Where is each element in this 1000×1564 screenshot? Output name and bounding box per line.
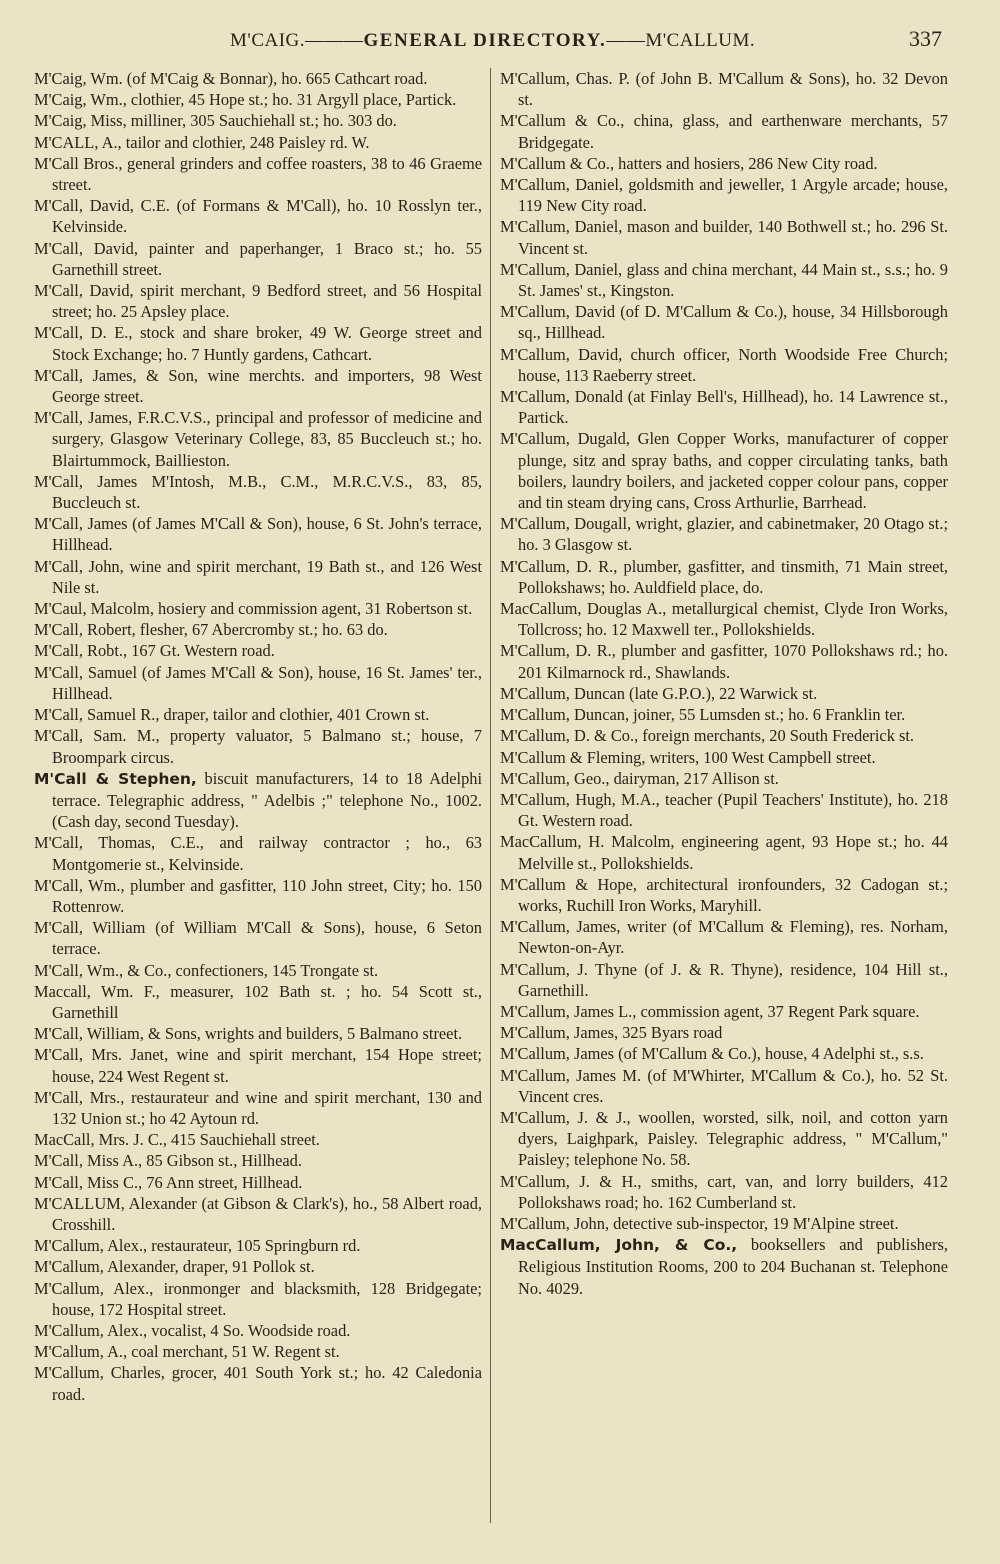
entry-text: M'Callum, James (of M'Callum & Co.), house, 4 Adelphi st., s.s. bbox=[500, 1044, 924, 1064]
directory-entry bbox=[34, 153, 482, 195]
directory-entry bbox=[34, 280, 482, 322]
entry-text: M'Call, Miss C., 76 Ann street, Hillhead. bbox=[34, 1172, 303, 1192]
entry-text: MacCallum, Douglas A., metallurgical chemist, Clyde Iron Works, Tollcross; ho. 12 Maxwell ter., Pollokshields. bbox=[500, 599, 948, 640]
directory-entry bbox=[500, 1001, 948, 1022]
entry-text: M'Callum, Duncan (late G.P.O.), 22 Warwick st. bbox=[500, 683, 818, 703]
running-head-dash: —— bbox=[606, 30, 646, 51]
entry-text: M'Callum, J. & H., smiths, cart, van, and lorry builders, 412 Pollokshaws road; ho. 162 Cumberland st. bbox=[500, 1171, 948, 1212]
entry-text: M'Call, David, C.E. (of Formans & M'Call), ho. 10 Rosslyn ter., Kelvinside. bbox=[34, 196, 482, 237]
page-header bbox=[0, 26, 1000, 54]
entry-text: M'Call, David, spirit merchant, 9 Bedford street, and 56 Hospital street; ho. 25 Apsley place. bbox=[34, 281, 482, 322]
directory-entry bbox=[500, 301, 948, 343]
page-number: 337 bbox=[909, 26, 942, 51]
entry-text: M'Callum, David (of D. M'Callum & Co.), house, 34 Hillsborough sq., Hillhead. bbox=[500, 302, 948, 343]
entry-text: M'Callum, Alex., ironmonger and blacksmith, 128 Bridgegate; house, 172 Hospital street. bbox=[34, 1278, 482, 1319]
directory-entry bbox=[34, 704, 482, 725]
directory-entry bbox=[500, 1171, 948, 1213]
entry-text: M'Callum & Co., hatters and hosiers, 286 New City road. bbox=[500, 153, 878, 173]
entry-text: M'Callum, Alex., restaurateur, 105 Springburn rd. bbox=[34, 1236, 361, 1256]
directory-entry bbox=[500, 747, 948, 768]
directory-entry bbox=[500, 725, 948, 746]
running-head-dash: ——— bbox=[305, 30, 364, 51]
entry-text: M'Call, Wm., & Co., confectioners, 145 Trongate st. bbox=[34, 960, 379, 980]
entry-text: M'Callum, J. Thyne (of J. & R. Thyne), residence, 104 Hill st., Garnethill. bbox=[500, 959, 948, 1000]
entry-text: M'Callum, Duncan, joiner, 55 Lumsden st.; ho. 6 Franklin ter. bbox=[500, 705, 906, 725]
directory-entry bbox=[34, 1362, 482, 1404]
entry-text: M'Callum, Dugald, Glen Copper Works, manufacturer of copper plunge, sitz and spray baths, and copper circulating tanks, bath boilers, laundry boilers, and jacketed copper colour pans, copper and tin steam drying cans, Cross Arthurlie, Barrhead. bbox=[500, 429, 948, 513]
running-head bbox=[230, 30, 755, 52]
left-column bbox=[34, 68, 482, 1405]
directory-entry bbox=[500, 68, 948, 110]
directory-entry bbox=[34, 407, 482, 471]
directory-entry bbox=[34, 89, 482, 110]
directory-entry bbox=[34, 1320, 482, 1341]
entry-text: M'Call, David, painter and paperhanger, 1 Braco st.; ho. 55 Garnethill street. bbox=[34, 238, 482, 279]
entry-text: M'Callum, Chas. P. (of John B. M'Callum & Sons), ho. 32 Devon st. bbox=[500, 69, 948, 110]
running-head-right: M'CALLUM. bbox=[645, 30, 756, 51]
directory-entry bbox=[34, 110, 482, 131]
entry-text: M'Callum, A., coal merchant, 51 W. Regent st. bbox=[34, 1342, 340, 1362]
entry-text: M'Call, D. E., stock and share broker, 49 W. George street and Stock Exchange; ho. 7 Huntly gardens, Cathcart. bbox=[34, 323, 482, 364]
directory-entry bbox=[34, 1235, 482, 1256]
directory-entry bbox=[500, 259, 948, 301]
entry-text: M'Callum, Daniel, glass and china merchant, 44 Main st., s.s.; ho. 9 St. James' st., Kingston. bbox=[500, 259, 948, 301]
directory-entry bbox=[34, 725, 482, 767]
entry-text: M'Callum & Co., china, glass, and earthenware merchants, 57 Bridgegate. bbox=[500, 111, 948, 152]
directory-entry bbox=[500, 1213, 948, 1234]
directory-entry bbox=[500, 386, 948, 428]
entry-text: M'Call, James M'Intosh, M.B., C.M., M.R.C.V.S., 83, 85, Buccleuch st. bbox=[34, 471, 482, 513]
entry-text: Maccall, Wm. F., measurer, 102 Bath st. ; ho. 54 Scott st., Garnethill bbox=[34, 981, 482, 1022]
directory-entry bbox=[34, 1341, 482, 1362]
entry-text: M'Callum & Hope, architectural ironfounders, 32 Cadogan st.; works, Ruchill Iron Works, Maryhill. bbox=[500, 874, 948, 915]
entry-text: M'Callum & Fleming, writers, 100 West Campbell street. bbox=[500, 747, 876, 767]
entry-text: M'Call, Robt., 167 Gt. Western road. bbox=[34, 641, 275, 661]
entry-text: M'Callum, James M. (of M'Whirter, M'Callum & Co.), ho. 52 St. Vincent cres. bbox=[500, 1065, 948, 1106]
entry-text: M'Caig, Wm. (of M'Caig & Bonnar), ho. 665 Cathcart road. bbox=[34, 69, 428, 88]
entry-text: M'Callum, D. R., plumber and gasfitter, 1070 Pollokshaws rd.; ho. 201 Kilmarnock rd., Shawlands. bbox=[500, 641, 948, 682]
directory-entry bbox=[500, 789, 948, 831]
directory-entry bbox=[34, 1087, 482, 1129]
directory-entry bbox=[34, 1172, 482, 1193]
directory-entry bbox=[34, 640, 482, 661]
entry-text: M'Callum, J. & J., woollen, worsted, silk, noil, and cotton yarn dyers, Laighpark, Paisley. Telegraphic address, " M'Callum," Paisley; telephone No. 58. bbox=[500, 1107, 948, 1170]
directory-entry bbox=[500, 174, 948, 216]
column-divider bbox=[490, 68, 491, 1523]
right-column bbox=[500, 68, 948, 1299]
directory-entry bbox=[500, 916, 948, 958]
directory-entry bbox=[34, 68, 482, 89]
entry-text: M'CALL, A., tailor and clothier, 248 Paisley rd. W. bbox=[34, 132, 370, 152]
running-head-title: GENERAL DIRECTORY. bbox=[363, 30, 607, 51]
directory-entry bbox=[34, 981, 482, 1023]
entry-text: M'Callum, Charles, grocer, 401 South York st.; ho. 42 Caledonia road. bbox=[34, 1363, 482, 1404]
directory-entry bbox=[500, 1065, 948, 1107]
entry-text: M'Callum, James, writer (of M'Callum & Fleming), res. Norham, Newton-on-Ayr. bbox=[500, 917, 948, 958]
entry-text: M'Callum, Alexander, draper, 91 Pollok st. bbox=[34, 1257, 315, 1277]
entry-text: M'Call, William, & Sons, wrights and builders, 5 Balmano street. bbox=[34, 1024, 463, 1044]
directory-entry bbox=[34, 1044, 482, 1086]
entry-text: M'Call, James, F.R.C.V.S., principal and professor of medicine and surgery, Glasgow Veterinary College, 83, 85 Buccleuch st.; ho. Blairtummock, Baillieston. bbox=[34, 408, 482, 470]
entry-text: M'Callum, Daniel, goldsmith and jeweller, 1 Argyle arcade; house, 119 New City road. bbox=[500, 175, 948, 216]
entry-text: M'Caig, Wm., clothier, 45 Hope st.; ho. 31 Argyll place, Partick. bbox=[34, 90, 457, 110]
entry-text: M'Callum, John, detective sub-inspector, 19 M'Alpine street. bbox=[500, 1213, 899, 1233]
entry-bold-name: MacCallum, John, & Co., bbox=[500, 1236, 738, 1255]
directory-entry bbox=[500, 768, 948, 789]
entry-text: M'Callum, Geo., dairyman, 217 Allison st. bbox=[500, 768, 779, 788]
directory-entry bbox=[34, 513, 482, 555]
directory-entry bbox=[34, 471, 482, 513]
directory-entry bbox=[500, 1107, 948, 1171]
directory-entry bbox=[500, 874, 948, 916]
directory-entry bbox=[500, 344, 948, 386]
directory-entry bbox=[34, 1193, 482, 1235]
entry-text: M'Callum, D. & Co., foreign merchants, 20 South Frederick st. bbox=[500, 726, 915, 746]
entry-text: M'Call, Wm., plumber and gasfitter, 110 John street, City; ho. 150 Rottenrow. bbox=[34, 875, 482, 916]
entry-text: M'Call, Miss A., 85 Gibson st., Hillhead. bbox=[34, 1151, 302, 1171]
directory-entry bbox=[34, 132, 482, 153]
entry-text: M'Call, William (of William M'Call & Sons), house, 6 Seton terrace. bbox=[34, 918, 482, 959]
directory-entry bbox=[34, 1278, 482, 1320]
entry-text: M'Call Bros., general grinders and coffee roasters, 38 to 46 Graeme street. bbox=[34, 153, 482, 195]
directory-entry bbox=[34, 322, 482, 364]
entry-bold-name: M'Call & Stephen, bbox=[34, 769, 197, 788]
entry-text: M'Caig, Miss, milliner, 305 Sauchiehall st.; ho. 303 do. bbox=[34, 111, 397, 131]
entry-text: M'Call, Samuel R., draper, tailor and clothier, 401 Crown st. bbox=[34, 705, 430, 725]
directory-entry bbox=[500, 556, 948, 598]
entry-text: M'Callum, Dougall, wright, glazier, and cabinetmaker, 20 Otago st.; ho. 3 Glasgow st. bbox=[500, 514, 948, 555]
entry-text: M'Call, James, & Son, wine merchts. and importers, 98 West George street. bbox=[34, 365, 482, 407]
directory-entry bbox=[34, 832, 482, 874]
entry-text: M'Callum, David, church officer, North Woodside Free Church; house, 113 Raeberry street. bbox=[500, 344, 948, 385]
directory-entry bbox=[500, 1043, 948, 1064]
directory-entry bbox=[34, 365, 482, 407]
entry-text: M'Callum, James, 325 Byars road bbox=[500, 1023, 723, 1043]
entry-text: M'Call, Samuel (of James M'Call & Son), house, 16 St. James' ter., Hillhead. bbox=[34, 662, 482, 703]
directory-entry bbox=[500, 959, 948, 1001]
directory-entry bbox=[500, 428, 948, 513]
directory-entry bbox=[34, 619, 482, 640]
directory-entry bbox=[500, 831, 948, 873]
directory-entry bbox=[34, 556, 482, 598]
entry-text: M'Call, James (of James M'Call & Son), house, 6 St. John's terrace, Hillhead. bbox=[34, 514, 482, 555]
directory-entry bbox=[34, 1150, 482, 1171]
directory-entry bbox=[500, 1022, 948, 1043]
directory-entry bbox=[34, 1023, 482, 1044]
directory-entry bbox=[34, 768, 482, 833]
entry-text: M'Callum, James L., commission agent, 37 Regent Park square. bbox=[500, 1001, 920, 1021]
directory-entry bbox=[500, 216, 948, 258]
entry-text: M'Callum, Donald (at Finlay Bell's, Hillhead), ho. 14 Lawrence st., Partick. bbox=[500, 387, 948, 428]
entry-text: MacCall, Mrs. J. C., 415 Sauchiehall street. bbox=[34, 1130, 320, 1150]
entry-text: biscuit manufacturers, 14 to 18 Adelphi terrace. Telegraphic address, " Adelbis ;" telephone No., 1002. (Cash day, second Tuesday). bbox=[52, 768, 483, 832]
directory-entry bbox=[34, 875, 482, 917]
entry-text: MacCallum, H. Malcolm, engineering agent, 93 Hope st.; ho. 44 Melville st., Pollokshields. bbox=[500, 832, 948, 873]
directory-entry bbox=[500, 1234, 948, 1299]
running-head-left: M'CAIG. bbox=[230, 30, 306, 51]
directory-entry bbox=[34, 1256, 482, 1277]
directory-entry bbox=[500, 683, 948, 704]
entry-text: M'Call, John, wine and spirit merchant, 19 Bath st., and 126 West Nile st. bbox=[34, 556, 482, 597]
directory-entry bbox=[34, 960, 482, 981]
entry-text: M'Caul, Malcolm, hosiery and commission agent, 31 Robertson st. bbox=[34, 599, 473, 619]
directory-entry bbox=[34, 195, 482, 237]
directory-entry bbox=[500, 153, 948, 174]
entry-text: M'Call, Robert, flesher, 67 Abercromby st.; ho. 63 do. bbox=[34, 620, 388, 640]
entry-text: M'CALLUM, Alexander (at Gibson & Clark's), ho., 58 Albert road, Crosshill. bbox=[34, 1193, 482, 1234]
directory-entry bbox=[34, 1129, 482, 1150]
directory-entry bbox=[500, 513, 948, 555]
entry-text: M'Call, Mrs. Janet, wine and spirit merchant, 154 Hope street; house, 224 West Regent st. bbox=[34, 1045, 482, 1086]
entry-text: M'Callum, D. R., plumber, gasfitter, and tinsmith, 71 Main street, Pollokshaws; ho. Auldfield place, do. bbox=[500, 556, 948, 597]
directory-entry bbox=[34, 238, 482, 280]
entry-text: M'Callum, Alex., vocalist, 4 So. Woodside road. bbox=[34, 1320, 351, 1340]
entry-text: M'Call, Thomas, C.E., and railway contractor ; ho., 63 Montgomerie st., Kelvinside. bbox=[34, 833, 482, 874]
directory-entry bbox=[500, 598, 948, 640]
directory-entry bbox=[500, 110, 948, 152]
directory-entry bbox=[34, 917, 482, 959]
entry-text: M'Callum, Daniel, mason and builder, 140 Bothwell st.; ho. 296 St. Vincent st. bbox=[500, 217, 948, 258]
entry-text: M'Call, Sam. M., property valuator, 5 Balmano st.; house, 7 Broompark circus. bbox=[34, 726, 482, 767]
entry-text: booksellers and publishers, Religious Institution Rooms, 200 to 204 Buchanan st. Telephone No. 4029. bbox=[518, 1235, 948, 1298]
directory-entry bbox=[34, 662, 482, 704]
entry-text: M'Callum, Hugh, M.A., teacher (Pupil Teachers' Institute), ho. 218 Gt. Western road. bbox=[500, 789, 948, 831]
directory-entry bbox=[500, 640, 948, 682]
entry-text: M'Call, Mrs., restaurateur and wine and spirit merchant, 130 and 132 Union st.; ho 42 Aytoun rd. bbox=[34, 1087, 482, 1128]
directory-entry bbox=[34, 598, 482, 619]
directory-entry bbox=[500, 704, 948, 725]
